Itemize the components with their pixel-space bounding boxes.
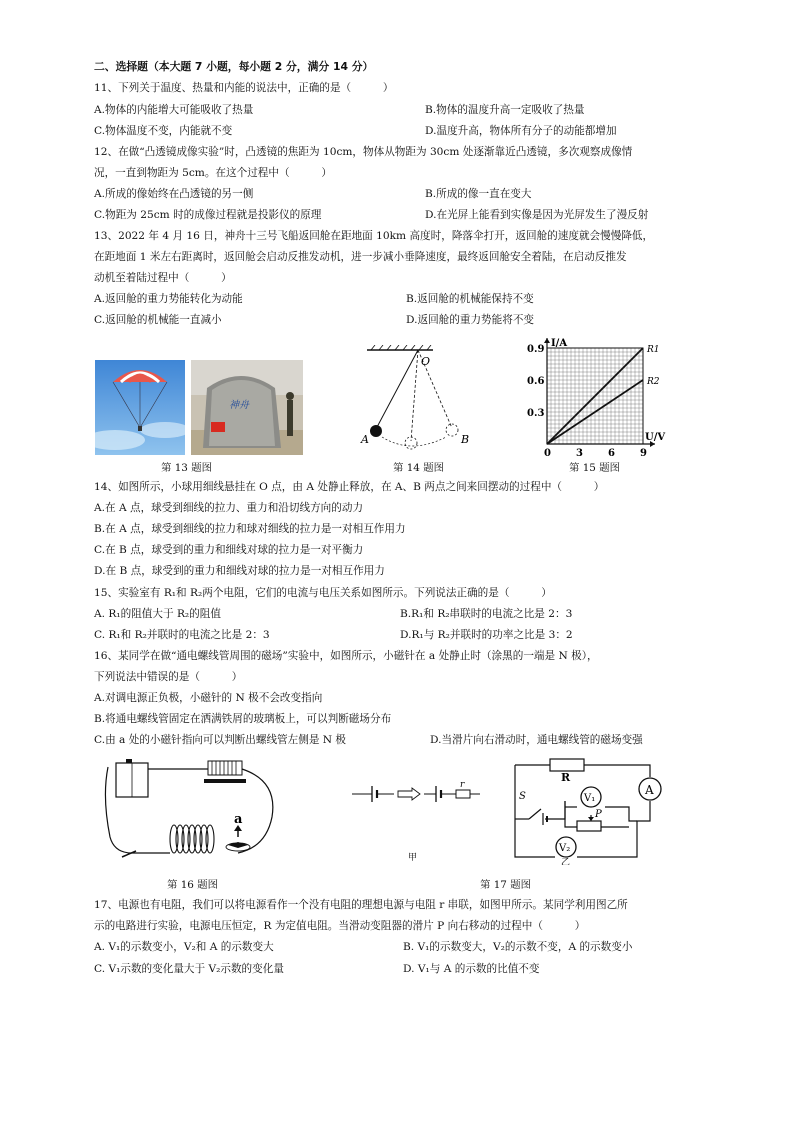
circuit-jia (352, 782, 482, 864)
x-tick-label: 0 (544, 448, 551, 458)
question-stem: 14、如图所示，小球用细线悬挂在 O 点，由 A 处静止释放，在 A、B 两点之间来回摆动的过程中（ ） (94, 481, 605, 493)
caption-15: 第 15 题图 (569, 462, 620, 474)
caption-13: 第 13 题图 (161, 462, 212, 474)
x-tick-label: 6 (608, 448, 615, 458)
y-tick-label: 0.6 (527, 376, 545, 387)
label-v1: V₁ (584, 793, 596, 804)
option-a: A.对调电源正负极，小磁针的 N 极不会改变指向 (94, 692, 323, 704)
question-stem-cont: 在距地面 1 米左右距离时，返回舱会启动反推发动机，进一步减小垂降速度，最终返回舱安全着陆，在启动反推发 (94, 251, 627, 263)
switch-icon (529, 809, 541, 819)
question-stem: 12、在做“凸透镜成像实验”时，凸透镜的焦距为 10cm，物体从物距为 30cm 处逐渐靠近凸透镜，多次观察成像情 (94, 146, 633, 158)
parachute-photo (95, 360, 185, 455)
label-ammeter: A (645, 783, 654, 797)
option-c: C. R₁和 R₂并联时的电流之比是 2：3 (94, 629, 270, 641)
question-stem: 13、2022 年 4 月 16 日，神舟十三号飞船返回舱在距地面 10km 高度时，降落伞打开，返回舱的速度就会慢慢降低， (94, 230, 654, 242)
option-d: D.在 B 点，球受到的重力和细线对球的拉力是一对相互作用力 (94, 565, 385, 577)
option-d: D.在光屏上能看到实像是因为光屏发生了漫反射 (425, 209, 649, 221)
label-a-point: a (234, 812, 243, 827)
question-stem-cont: 动机至着陆过程中（ ） (94, 272, 232, 284)
label-o: O (421, 355, 431, 368)
option-a: A.返回舱的重力势能转化为动能 (94, 293, 243, 305)
flag-icon (211, 422, 225, 432)
option-b: B.返回舱的机械能保持不变 (406, 293, 534, 305)
option-a: A. V₁的示数变小，V₂和 A 的示数变大 (94, 941, 274, 953)
option-c: C.返回舱的机械能一直减小 (94, 314, 222, 326)
x-axis-label: U/V (645, 432, 666, 443)
question-stem: 16、某同学在做“通电螺线管周围的磁场”实验中，如图所示，小磁针在 a 处静止时（涂黑的一端是 N 极）， (94, 650, 598, 662)
option-b: B.所成的像一直在变大 (425, 188, 532, 200)
question-stem-cont: 下列说法中错误的是（ ） (94, 671, 243, 683)
question-stem: 11、下列关于温度、热量和内能的说法中，正确的是（ ） (94, 82, 394, 94)
label-jia: 甲 (408, 853, 418, 863)
caption-14: 第 14 题图 (393, 462, 444, 474)
label-R: R (561, 771, 571, 784)
option-d: D.温度升高，物体所有分子的动能都增加 (425, 125, 617, 137)
rheostat-icon (577, 821, 601, 831)
label-s: S (519, 791, 526, 802)
label-p: P (595, 809, 602, 820)
option-c: C. V₁示数的变化量大于 V₂示数的变化量 (94, 963, 284, 975)
option-d: D.返回舱的重力势能将不变 (406, 314, 535, 326)
option-d: D.当滑片向右滑动时，通电螺线管的磁场变强 (430, 734, 643, 746)
option-c: C.在 B 点，球受到的重力和细线对球的拉力是一对平衡力 (94, 544, 364, 556)
option-c: C.物距为 25cm 时的成像过程就是投影仪的原理 (94, 209, 322, 221)
label-v2: V₂ (559, 843, 571, 854)
option-c: C.物体温度不变，内能就不变 (94, 125, 233, 137)
pendulum-diagram (355, 345, 475, 453)
option-d: D.R₁与 R₂并联时的功率之比是 3：2 (400, 629, 573, 641)
label-yi: 乙 (561, 858, 571, 865)
caption-16: 第 16 题图 (167, 879, 218, 891)
option-b: B.R₁和 R₂串联时的电流之比是 2：3 (400, 608, 573, 620)
y-axis-label: I/A (551, 338, 568, 349)
section-heading: 二、选择题（本大题 7 小题，每小题 2 分，满分 14 分） (94, 60, 374, 73)
capsule-text: 神舟 (229, 400, 249, 411)
question-stem: 15、实验室有 R₁和 R₂两个电阻，它们的电流与电压关系如图所示。下列说法正确的是（ ） (94, 587, 552, 599)
solenoid-coil (170, 825, 214, 853)
option-a: A.在 A 点，球受到细线的拉力、重力和沿切线方向的动力 (94, 502, 364, 514)
label-b: B (461, 433, 470, 446)
question-stem-cont: 示的电路进行实验，电源电压恒定，R 为定值电阻。当滑动变阻器的滑片 P 向右移动的过程中（ ） (94, 920, 586, 932)
caption-17: 第 17 题图 (480, 879, 531, 891)
iu-chart (525, 336, 675, 458)
solenoid-diagram (100, 757, 285, 867)
option-a: A.所成的像始终在凸透镜的另一侧 (94, 188, 254, 200)
resistor-r-icon (456, 790, 470, 798)
option-b: B.物体的温度升高一定吸收了热量 (425, 104, 585, 116)
option-a: A.物体的内能增大可能吸收了热量 (94, 104, 254, 116)
question-stem-cont: 况，一直到物距为 5cm。在这个过程中（ ） (94, 167, 332, 179)
option-b: B. V₁的示数变大，V₂的示数不变，A 的示数变小 (403, 941, 633, 953)
y-tick-label: 0.9 (527, 344, 545, 355)
circuit-yi (505, 757, 685, 865)
series-label-r1: R1 (647, 345, 660, 355)
x-tick-label: 9 (640, 448, 647, 458)
label-a: A (361, 433, 369, 446)
option-b: B.在 A 点，球受到细线的拉力和球对细线的拉力是一对相互作用力 (94, 523, 406, 535)
option-d: D. V₁与 A 的示数的比值不变 (403, 963, 540, 975)
ball-a (370, 425, 382, 437)
arrow-icon (398, 788, 420, 800)
label-r: r (460, 782, 465, 790)
option-c: C.由 a 处的小磁针指向可以判断出螺线管左侧是 N 极 (94, 734, 347, 746)
question-stem: 17、电源也有电阻，我们可以将电源看作一个没有电阻的理想电源与电阻 r 串联，如图甲所示。某同学利用图乙所 (94, 899, 628, 911)
option-b: B.将通电螺线管固定在洒满铁屑的玻璃板上，可以判断磁场分布 (94, 713, 392, 725)
series-label-r2: R2 (647, 377, 660, 387)
resistor-R-icon (550, 759, 584, 771)
option-a: A. R₁的阻值大于 R₂的阻值 (94, 608, 221, 620)
y-tick-label: 0.3 (527, 408, 545, 419)
capsule-photo (191, 360, 303, 455)
x-tick-label: 3 (576, 448, 583, 458)
